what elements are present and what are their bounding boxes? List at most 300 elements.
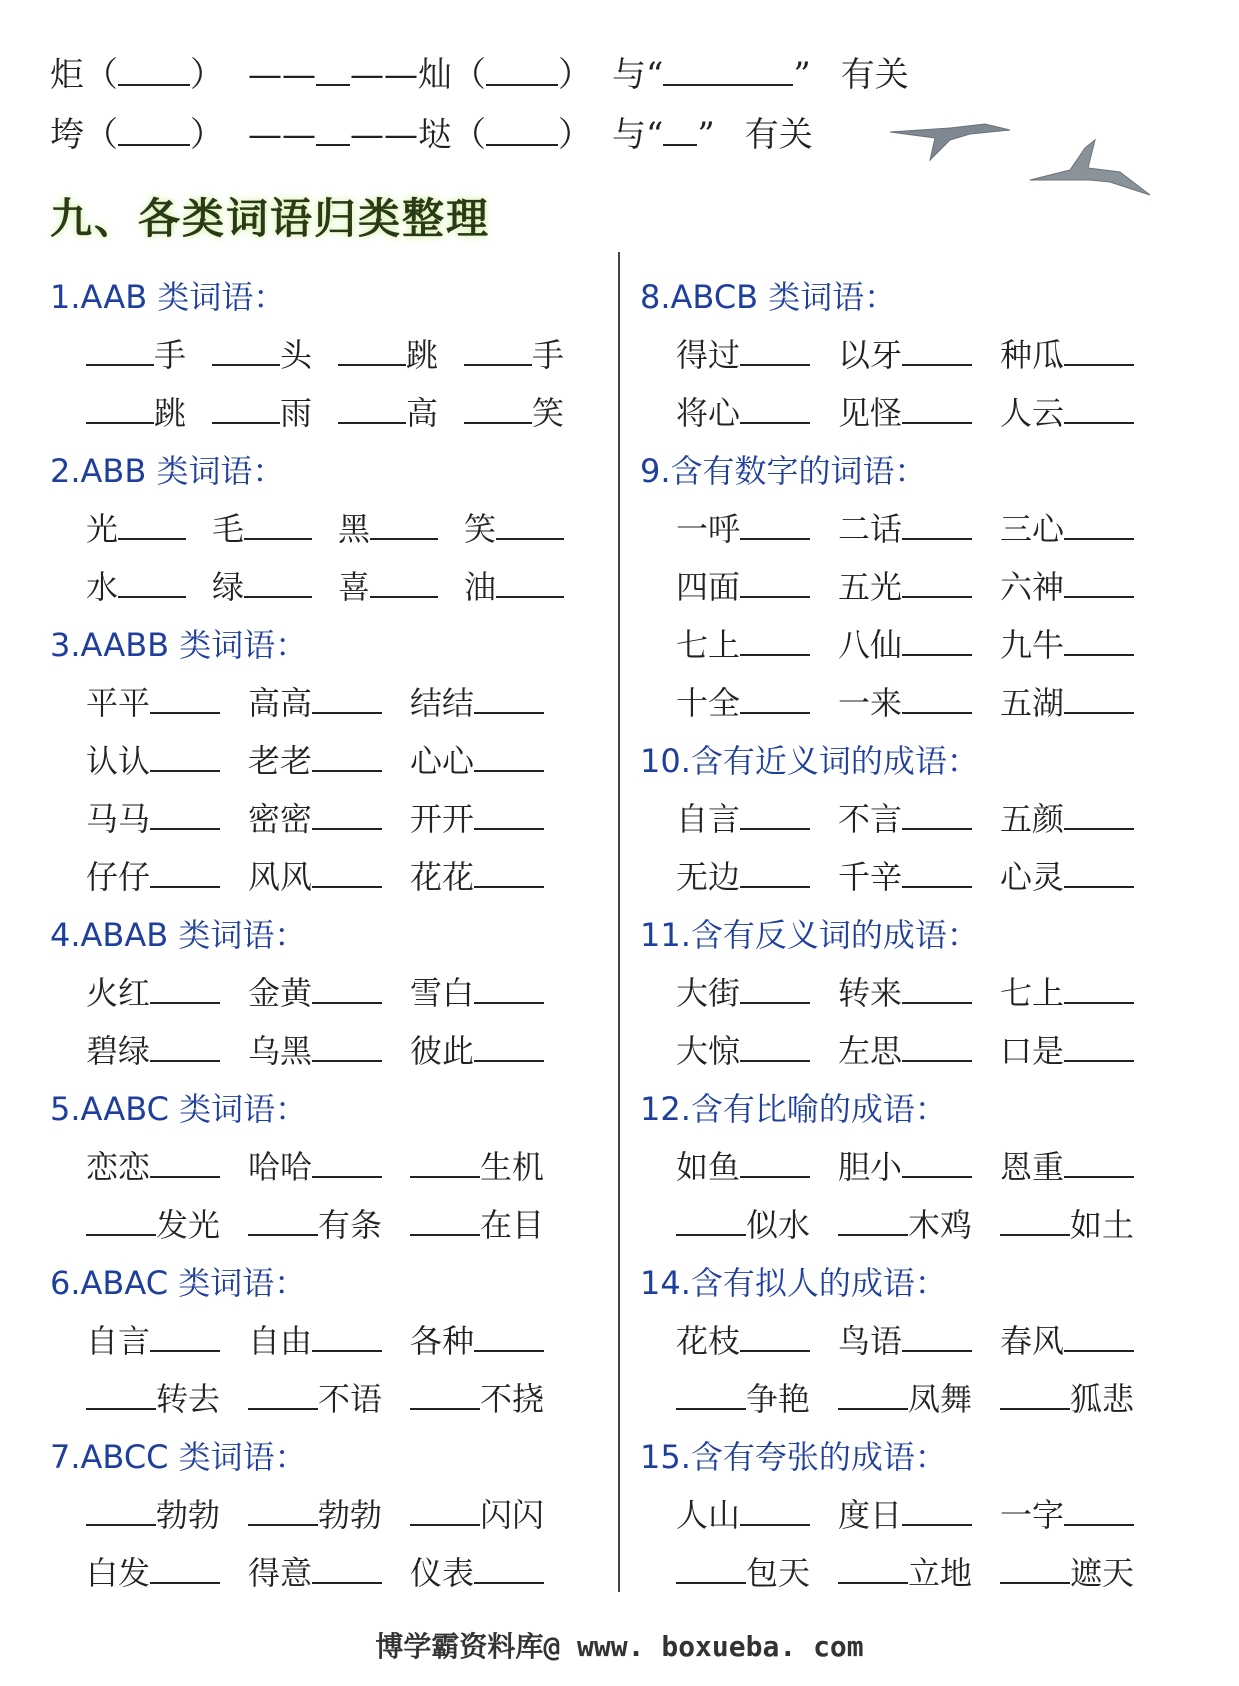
- answer-blank[interactable]: [676, 1376, 746, 1410]
- word-prefix: 三心: [1000, 510, 1065, 548]
- word-row: [50, 1138, 610, 1196]
- answer-blank[interactable]: [740, 506, 810, 540]
- word-item: [676, 790, 810, 848]
- word-prefix: 恩重: [1000, 1148, 1065, 1186]
- answer-blank[interactable]: [150, 970, 220, 1004]
- word-prefix: 六神: [1000, 568, 1065, 606]
- word-prefix: 各种: [410, 1322, 475, 1360]
- word-item: [248, 1022, 382, 1080]
- answer-blank[interactable]: [740, 970, 810, 1004]
- category-label: 含有数字的词语：: [670, 452, 927, 490]
- answer-blank[interactable]: [312, 1144, 382, 1178]
- word-prefix: 认认: [86, 742, 151, 780]
- word-prefix: 结结: [410, 684, 475, 722]
- word-item: [248, 1486, 382, 1544]
- answer-blank[interactable]: [150, 1550, 220, 1584]
- answer-blank[interactable]: [902, 970, 972, 1004]
- category-label: 类词语：: [169, 626, 308, 664]
- word-item: [1000, 558, 1134, 616]
- word-row: [640, 674, 1200, 732]
- word-prefix: 七上: [1000, 974, 1065, 1012]
- word-prefix: 五光: [838, 568, 903, 606]
- answer-blank[interactable]: [248, 1376, 318, 1410]
- answer-blank[interactable]: [1000, 1376, 1070, 1410]
- word-suffix: 高: [406, 394, 439, 432]
- answer-blank[interactable]: [676, 1202, 746, 1236]
- word-prefix: 花花: [410, 858, 475, 896]
- answer-blank[interactable]: [86, 1492, 156, 1526]
- answer-blank[interactable]: [150, 1028, 220, 1062]
- word-item: [86, 1486, 220, 1544]
- word-prefix: 无边: [676, 858, 741, 896]
- answer-blank[interactable]: [740, 1318, 810, 1352]
- word-prefix: 大惊: [676, 1032, 741, 1070]
- answer-blank[interactable]: [248, 1492, 318, 1526]
- word-row: [50, 674, 610, 732]
- category-number: 6.ABAC: [50, 1264, 169, 1302]
- word-suffix: 跳: [406, 336, 439, 374]
- word-row: [50, 1196, 610, 1254]
- answer-blank[interactable]: [486, 50, 558, 86]
- word-prefix: 仔仔: [86, 858, 151, 896]
- answer-blank[interactable]: [486, 110, 558, 146]
- answer-blank[interactable]: [496, 564, 564, 598]
- answer-blank[interactable]: [312, 1318, 382, 1352]
- answer-blank[interactable]: [902, 390, 972, 424]
- answer-blank[interactable]: [1064, 1028, 1134, 1062]
- answer-blank[interactable]: [212, 390, 280, 424]
- answer-blank[interactable]: [740, 1144, 810, 1178]
- word-prefix: 自由: [248, 1322, 313, 1360]
- answer-blank[interactable]: [902, 564, 972, 598]
- answer-blank[interactable]: [1064, 854, 1134, 888]
- word-suffix: 立地: [908, 1554, 973, 1592]
- word-row: [50, 1486, 610, 1544]
- answer-blank[interactable]: [1064, 564, 1134, 598]
- word-prefix: 人山: [676, 1496, 741, 1534]
- answer-blank[interactable]: [86, 1376, 156, 1410]
- word-suffix: 勃勃: [318, 1496, 383, 1534]
- answer-blank[interactable]: [244, 506, 312, 540]
- word-item: [838, 674, 972, 732]
- answer-blank[interactable]: [150, 1144, 220, 1178]
- answer-blank[interactable]: [740, 390, 810, 424]
- answer-blank[interactable]: [740, 622, 810, 656]
- answer-blank[interactable]: [740, 564, 810, 598]
- answer-blank[interactable]: [118, 564, 186, 598]
- word-prefix: 光: [86, 510, 119, 548]
- word-item: [676, 1312, 810, 1370]
- word-item: [676, 1486, 810, 1544]
- word-prefix: 左思: [838, 1032, 903, 1070]
- word-item: [1000, 500, 1134, 558]
- word-item: [86, 674, 220, 732]
- word-row: [50, 848, 610, 906]
- word-item: [838, 1196, 972, 1254]
- answer-blank[interactable]: [464, 390, 532, 424]
- word-item: [410, 1022, 544, 1080]
- answer-blank[interactable]: [663, 50, 793, 86]
- answer-blank[interactable]: [902, 1492, 972, 1526]
- word-item: [338, 500, 438, 558]
- answer-blank[interactable]: [312, 1550, 382, 1584]
- word-item: [410, 964, 544, 1022]
- category-number: 15.: [640, 1438, 691, 1476]
- birds-illustration: [890, 110, 1150, 220]
- word-item: [838, 326, 972, 384]
- answer-blank[interactable]: [902, 1318, 972, 1352]
- word-row: [640, 326, 1200, 384]
- answer-blank[interactable]: [1064, 506, 1134, 540]
- word-suffix: 勃勃: [156, 1496, 221, 1534]
- category-heading: [50, 1254, 610, 1312]
- answer-blank[interactable]: [1064, 1144, 1134, 1178]
- word-item: [676, 616, 810, 674]
- category-label: 类词语：: [168, 1438, 307, 1476]
- word-row: [640, 558, 1200, 616]
- word-prefix: 马马: [86, 800, 151, 838]
- word-item: [410, 1544, 544, 1602]
- category-heading: [50, 906, 610, 964]
- answer-blank[interactable]: [150, 680, 220, 714]
- answer-blank[interactable]: [474, 680, 544, 714]
- answer-blank[interactable]: [150, 1318, 220, 1352]
- word-item: [1000, 1312, 1134, 1370]
- category-heading: [50, 442, 610, 500]
- answer-blank[interactable]: [740, 1028, 810, 1062]
- category-number: 10.: [640, 742, 691, 780]
- answer-blank[interactable]: [1064, 622, 1134, 656]
- answer-blank[interactable]: [1000, 1550, 1070, 1584]
- category-number: 5.AABC: [50, 1090, 169, 1128]
- answer-blank[interactable]: [86, 1202, 156, 1236]
- word-item: [464, 326, 564, 384]
- answer-blank[interactable]: [316, 50, 350, 86]
- word-item: [410, 1370, 544, 1428]
- word-row: [50, 790, 610, 848]
- category-label: 类词语：: [147, 278, 286, 316]
- word-row: [50, 732, 610, 790]
- word-item: [838, 1370, 972, 1428]
- answer-blank[interactable]: [496, 506, 564, 540]
- word-item: [676, 674, 810, 732]
- word-prefix: 如鱼: [676, 1148, 741, 1186]
- word-item: [1000, 616, 1134, 674]
- char-1: 炬: [50, 55, 84, 95]
- word-item: [676, 1370, 810, 1428]
- answer-blank[interactable]: [902, 622, 972, 656]
- answer-blank[interactable]: [312, 738, 382, 772]
- answer-blank[interactable]: [902, 680, 972, 714]
- answer-blank[interactable]: [118, 50, 190, 86]
- right-column: [640, 268, 1200, 1602]
- word-item: [248, 790, 382, 848]
- answer-blank[interactable]: [150, 854, 220, 888]
- char-1: 垮: [50, 115, 84, 155]
- word-prefix: 火红: [86, 974, 151, 1012]
- word-row: [50, 1544, 610, 1602]
- answer-blank[interactable]: [663, 110, 697, 146]
- word-prefix: 种瓜: [1000, 336, 1065, 374]
- word-item: [86, 384, 186, 442]
- word-item: [838, 384, 972, 442]
- word-row: [640, 500, 1200, 558]
- category-number: 12.: [640, 1090, 691, 1128]
- category-heading: [640, 1254, 1200, 1312]
- column-divider: [618, 252, 620, 1592]
- word-item: [248, 674, 382, 732]
- answer-blank[interactable]: [902, 1028, 972, 1062]
- answer-blank[interactable]: [150, 796, 220, 830]
- word-row: [640, 1370, 1200, 1428]
- answer-blank[interactable]: [370, 506, 438, 540]
- answer-blank[interactable]: [838, 1376, 908, 1410]
- word-item: [838, 790, 972, 848]
- word-item: [248, 1312, 382, 1370]
- word-item: [248, 848, 382, 906]
- word-prefix: 自言: [86, 1322, 151, 1360]
- category-label: 类词语：: [168, 916, 307, 954]
- answer-blank[interactable]: [474, 1028, 544, 1062]
- word-row: [50, 1370, 610, 1428]
- footer-watermark: 博学霸资料库@ www. boxueba. com: [375, 1630, 864, 1663]
- word-suffix: 雨: [280, 394, 313, 432]
- word-item: [838, 616, 972, 674]
- word-item: [676, 500, 810, 558]
- word-prefix: 胆小: [838, 1148, 903, 1186]
- word-prefix: 十全: [676, 684, 741, 722]
- word-suffix: 闪闪: [480, 1496, 545, 1534]
- answer-blank[interactable]: [410, 1202, 480, 1236]
- answer-blank[interactable]: [244, 564, 312, 598]
- word-prefix: 得过: [676, 336, 741, 374]
- answer-blank[interactable]: [474, 970, 544, 1004]
- word-item: [676, 1022, 810, 1080]
- word-prefix: 得意: [248, 1554, 313, 1592]
- word-item: [676, 1196, 810, 1254]
- word-item: [86, 558, 186, 616]
- word-row: [640, 1196, 1200, 1254]
- answer-blank[interactable]: [338, 332, 406, 366]
- word-item: [676, 558, 810, 616]
- category-number: 4.ABAB: [50, 916, 169, 954]
- word-item: [838, 558, 972, 616]
- word-item: [838, 1138, 972, 1196]
- word-row: [640, 1312, 1200, 1370]
- word-suffix: 手: [532, 336, 565, 374]
- word-prefix: 彼此: [410, 1032, 475, 1070]
- answer-blank[interactable]: [1064, 1492, 1134, 1526]
- answer-blank[interactable]: [316, 110, 350, 146]
- word-row: [640, 384, 1200, 442]
- answer-blank[interactable]: [902, 796, 972, 830]
- category-number: 9.: [640, 452, 671, 490]
- word-item: [248, 1544, 382, 1602]
- answer-blank[interactable]: [902, 854, 972, 888]
- answer-blank[interactable]: [370, 564, 438, 598]
- word-item: [86, 848, 220, 906]
- word-row: [640, 964, 1200, 1022]
- word-item: [1000, 1138, 1134, 1196]
- answer-blank[interactable]: [312, 680, 382, 714]
- answer-blank[interactable]: [838, 1202, 908, 1236]
- answer-blank[interactable]: [1064, 680, 1134, 714]
- word-suffix: 手: [154, 336, 187, 374]
- word-item: [248, 1138, 382, 1196]
- answer-blank[interactable]: [1064, 1318, 1134, 1352]
- word-suffix: 笑: [532, 394, 565, 432]
- answer-blank[interactable]: [740, 332, 810, 366]
- word-prefix: 哈哈: [248, 1148, 313, 1186]
- word-item: [410, 1486, 544, 1544]
- answer-blank[interactable]: [118, 506, 186, 540]
- word-item: [1000, 674, 1134, 732]
- word-row: [640, 1022, 1200, 1080]
- word-item: [212, 384, 312, 442]
- category-heading: [640, 442, 1200, 500]
- answer-blank[interactable]: [902, 1144, 972, 1178]
- word-suffix: 转去: [156, 1380, 221, 1418]
- answer-blank[interactable]: [1064, 332, 1134, 366]
- word-item: [410, 1312, 544, 1370]
- word-item: [86, 500, 186, 558]
- word-suffix: 头: [280, 336, 313, 374]
- word-prefix: 大街: [676, 974, 741, 1012]
- word-item: [248, 732, 382, 790]
- answer-blank[interactable]: [1064, 390, 1134, 424]
- word-item: [1000, 1022, 1134, 1080]
- answer-blank[interactable]: [410, 1144, 480, 1178]
- compound-row-1: 炬（ ） —— ——灿（ ） 与“ ” 有关: [50, 50, 909, 98]
- answer-blank[interactable]: [1000, 1202, 1070, 1236]
- word-row: [50, 500, 610, 558]
- answer-blank[interactable]: [740, 680, 810, 714]
- category-heading: [50, 1080, 610, 1138]
- category-label: 含有近义词的成语：: [690, 742, 979, 780]
- answer-blank[interactable]: [474, 854, 544, 888]
- word-item: [86, 326, 186, 384]
- category-heading: [640, 906, 1200, 964]
- answer-blank[interactable]: [474, 1550, 544, 1584]
- category-label: 含有比喻的成语：: [690, 1090, 947, 1128]
- word-item: [338, 384, 438, 442]
- answer-blank[interactable]: [474, 1318, 544, 1352]
- word-prefix: 转来: [838, 974, 903, 1012]
- word-item: [838, 1486, 972, 1544]
- category-label: 类词语：: [146, 452, 285, 490]
- word-prefix: 见怪: [838, 394, 903, 432]
- word-item: [838, 500, 972, 558]
- word-item: [1000, 790, 1134, 848]
- answer-blank[interactable]: [902, 506, 972, 540]
- left-column: [50, 268, 610, 1602]
- word-item: [86, 1138, 220, 1196]
- answer-blank[interactable]: [312, 854, 382, 888]
- word-row: [640, 1544, 1200, 1602]
- answer-blank[interactable]: [312, 970, 382, 1004]
- word-item: [86, 1022, 220, 1080]
- bird-icon: [890, 124, 1010, 160]
- word-prefix: 春风: [1000, 1322, 1065, 1360]
- word-prefix: 笑: [464, 510, 497, 548]
- word-item: [410, 674, 544, 732]
- word-suffix: 如土: [1070, 1206, 1135, 1244]
- category-number: 8.ABCB: [640, 278, 759, 316]
- word-prefix: 八仙: [838, 626, 903, 664]
- category-heading: [640, 268, 1200, 326]
- answer-blank[interactable]: [474, 796, 544, 830]
- category-number: 7.ABCC: [50, 1438, 169, 1476]
- answer-blank[interactable]: [464, 332, 532, 366]
- bird-icon: [1030, 140, 1150, 195]
- char-2: 灿: [418, 55, 452, 95]
- word-item: [1000, 848, 1134, 906]
- answer-blank[interactable]: [474, 738, 544, 772]
- answer-blank[interactable]: [212, 332, 280, 366]
- word-item: [86, 964, 220, 1022]
- compound-row-2: 垮（ ） —— ——垯（ ） 与“ ” 有关: [50, 110, 813, 158]
- answer-blank[interactable]: [86, 332, 154, 366]
- word-row: [640, 1486, 1200, 1544]
- word-item: [676, 384, 810, 442]
- word-suffix: 凤舞: [908, 1380, 973, 1418]
- word-item: [86, 732, 220, 790]
- answer-blank[interactable]: [676, 1550, 746, 1584]
- answer-blank[interactable]: [902, 332, 972, 366]
- answer-blank[interactable]: [838, 1550, 908, 1584]
- answer-blank[interactable]: [312, 796, 382, 830]
- word-prefix: 将心: [676, 394, 741, 432]
- answer-blank[interactable]: [150, 738, 220, 772]
- word-prefix: 绿: [212, 568, 245, 606]
- answer-blank[interactable]: [1064, 796, 1134, 830]
- word-row: [640, 790, 1200, 848]
- word-item: [86, 1370, 220, 1428]
- category-number: 14.: [640, 1264, 691, 1302]
- word-item: [1000, 384, 1134, 442]
- answer-blank[interactable]: [410, 1376, 480, 1410]
- answer-blank[interactable]: [740, 854, 810, 888]
- word-item: [1000, 1196, 1134, 1254]
- word-prefix: 水: [86, 568, 119, 606]
- word-prefix: 四面: [676, 568, 741, 606]
- word-prefix: 一呼: [676, 510, 741, 548]
- word-item: [838, 1022, 972, 1080]
- answer-blank[interactable]: [86, 390, 154, 424]
- category-heading: [640, 1080, 1200, 1138]
- word-prefix: 心心: [410, 742, 475, 780]
- answer-blank[interactable]: [410, 1492, 480, 1526]
- word-row: [50, 1312, 610, 1370]
- answer-blank[interactable]: [118, 110, 190, 146]
- category-label: 类词语：: [168, 1264, 307, 1302]
- word-prefix: 二话: [838, 510, 903, 548]
- answer-blank[interactable]: [1064, 970, 1134, 1004]
- category-label: 类词语：: [168, 1090, 308, 1128]
- answer-blank[interactable]: [312, 1028, 382, 1062]
- answer-blank[interactable]: [740, 796, 810, 830]
- word-item: [410, 1196, 544, 1254]
- answer-blank[interactable]: [338, 390, 406, 424]
- answer-blank[interactable]: [740, 1492, 810, 1526]
- word-item: [212, 558, 312, 616]
- category-heading: [50, 616, 610, 674]
- word-row: [50, 964, 610, 1022]
- word-prefix: 毛: [212, 510, 245, 548]
- word-row: [640, 616, 1200, 674]
- word-item: [248, 1196, 382, 1254]
- answer-blank[interactable]: [248, 1202, 318, 1236]
